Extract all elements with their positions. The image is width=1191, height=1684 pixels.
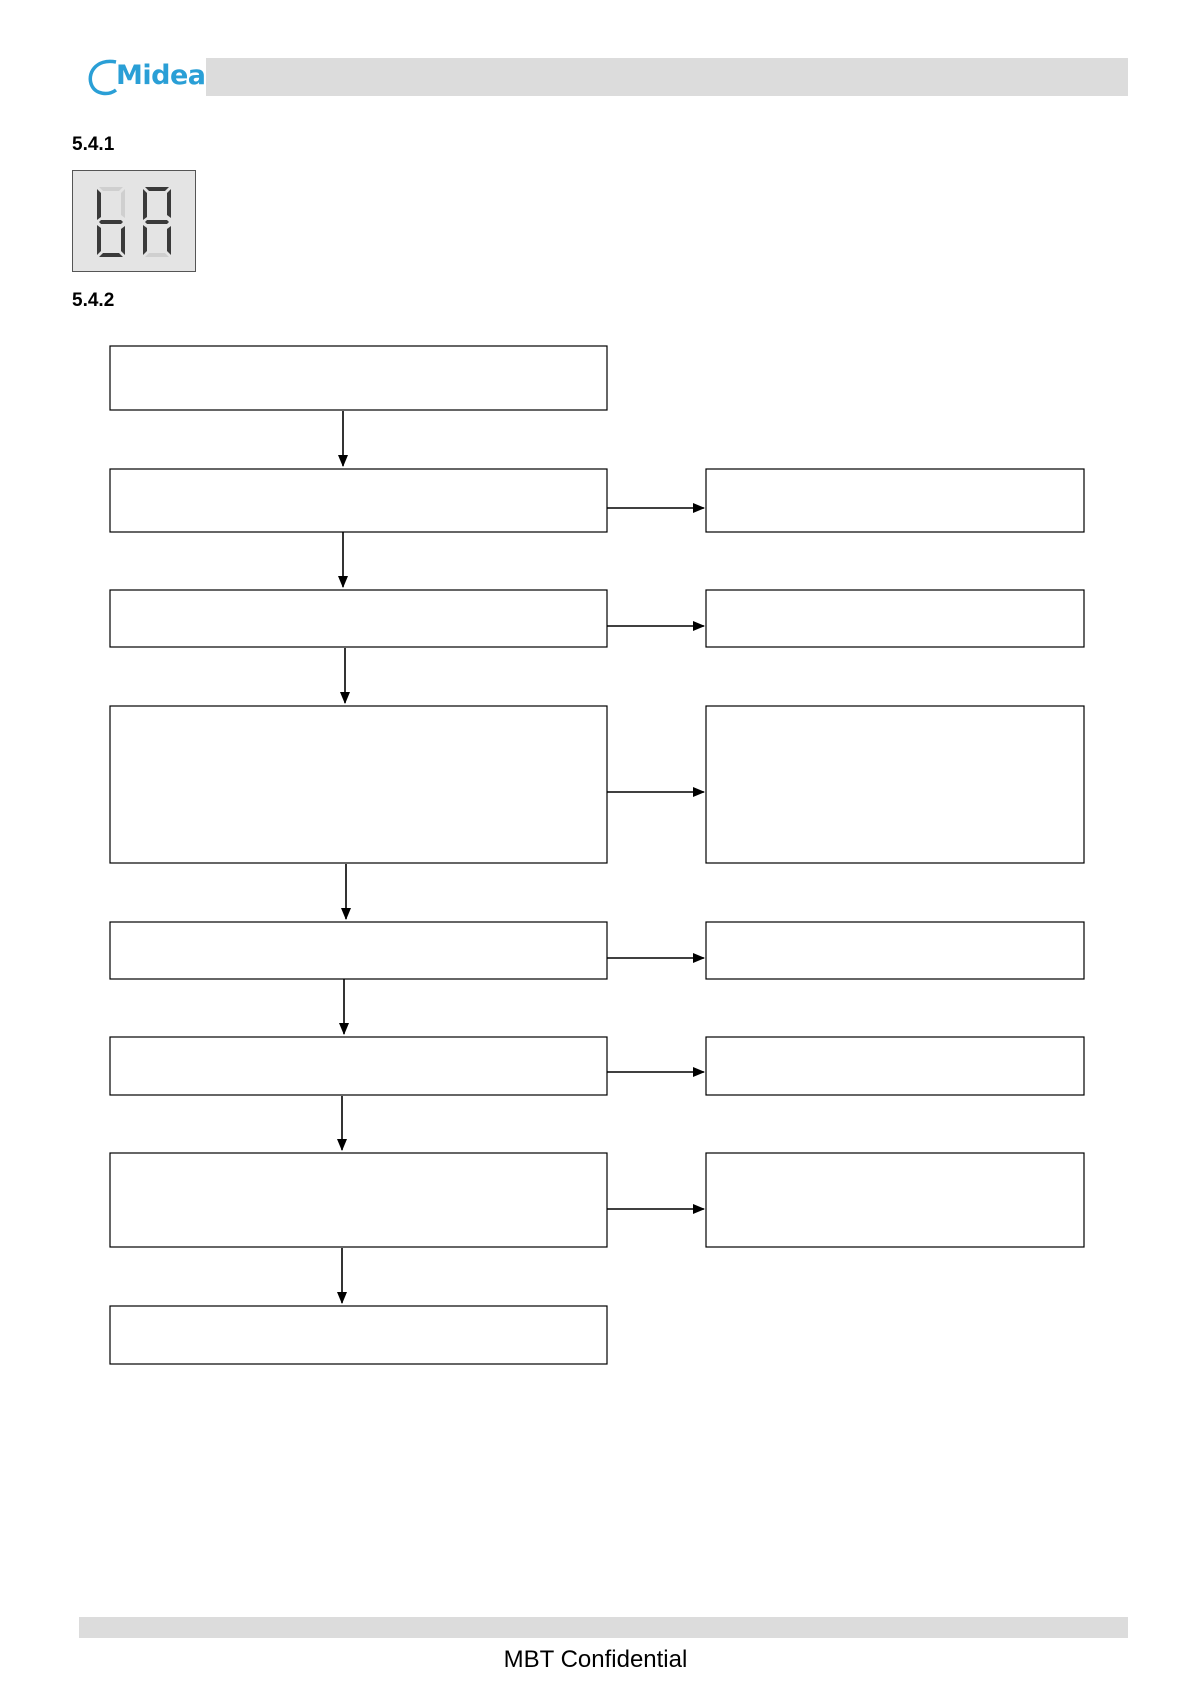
flow-step-box	[110, 469, 607, 532]
flow-step-box	[110, 590, 607, 647]
flow-result-box	[706, 590, 1084, 647]
flow-result-box	[706, 1153, 1084, 1247]
flow-step-box	[110, 1153, 607, 1247]
flow-step-box	[110, 922, 607, 979]
flow-step-box	[110, 1037, 607, 1095]
flow-result-box	[706, 469, 1084, 532]
flow-step-box	[110, 1306, 607, 1364]
flow-step-box	[110, 706, 607, 863]
logo-text: Midea	[116, 60, 206, 91]
section-number: 5.4.1	[72, 134, 115, 155]
section-number: 5.4.2	[72, 290, 115, 311]
footer-bar	[79, 1617, 1128, 1638]
flow-step-box	[110, 346, 607, 410]
flow-result-box	[706, 706, 1084, 863]
flow-result-box	[706, 1037, 1084, 1095]
flow-result-box	[706, 922, 1084, 979]
footer-confidential-text: MBT Confidential	[503, 1646, 688, 1673]
